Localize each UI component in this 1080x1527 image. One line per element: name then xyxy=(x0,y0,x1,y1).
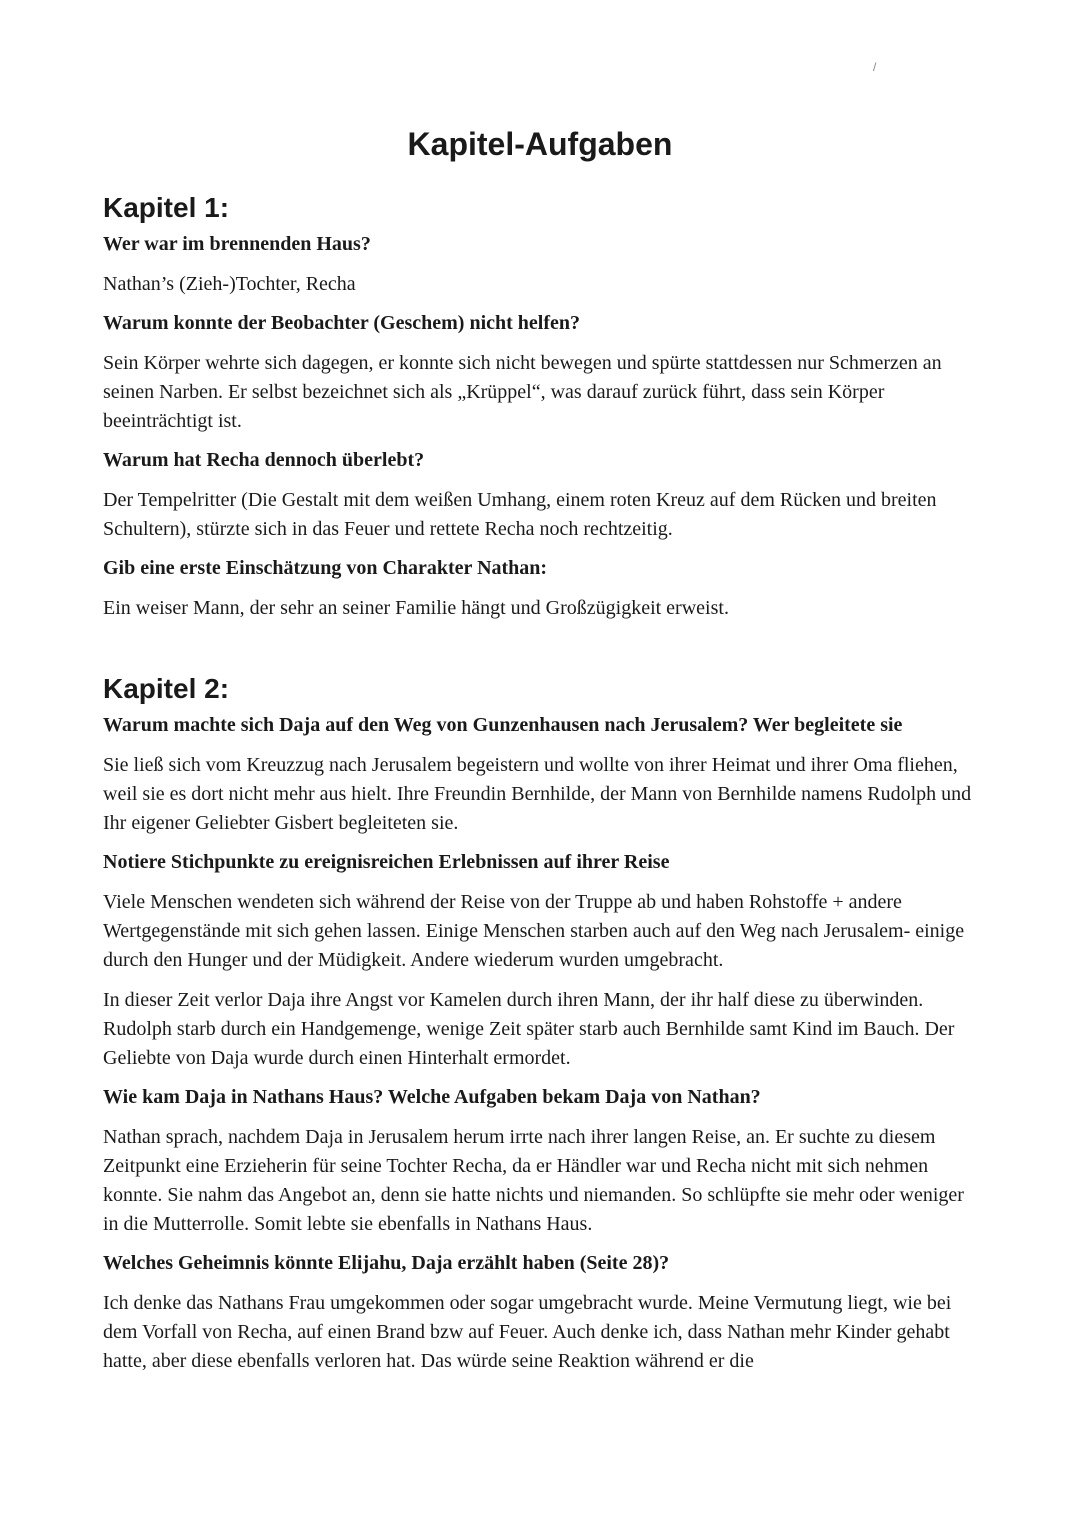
chapter-2-answer-2b: In dieser Zeit verlor Daja ihre Angst vor Kamelen durch ihren Mann, der ihr half diese zu überwinden. Rudolph starb durch ein Handgemenge, wenige Zeit später starb auch Bernhilde samt Kind im Bauch. Der Geliebte von Daja wurde durch einen Hinterhalt ermordet. xyxy=(103,989,955,1069)
page-title: Kapitel-Aufgaben xyxy=(407,126,673,162)
chapter-2-section xyxy=(103,671,983,1376)
chapter-1-answer-2: Sein Körper wehrte sich dagegen, er konnte sich nicht bewegen und spürte stattdessen nur Schmerzen an seinen Narben. Er selbst bezeichnet sich als „Krüppel“, was darauf zurück führt, dass sein Körper beeinträchtigt ist. xyxy=(103,352,942,432)
chapter-2-question-3: Wie kam Daja in Nathans Haus? Welche Aufgaben bekam Daja von Nathan? xyxy=(103,1086,761,1108)
corner-mark: / xyxy=(873,60,877,74)
chapter-1-question-3: Warum hat Recha dennoch überlebt? xyxy=(103,449,425,471)
chapter-1-answer-1: Nathan’s (Zieh-)Tochter, Recha xyxy=(103,273,356,295)
chapter-2-heading: Kapitel 2: xyxy=(103,673,230,704)
chapter-1-answer-4: Ein weiser Mann, der sehr an seiner Familie hängt und Großzügigkeit erweist. xyxy=(103,597,729,619)
chapter-2-question-1: Warum machte sich Daja auf den Weg von Gunzenhausen nach Jerusalem? Wer begleitete sie xyxy=(103,714,903,736)
chapter-2-answer-2a: Viele Menschen wendeten sich während der Reise von der Truppe ab und haben Rohstoffe + andere Wertgegenstände mit sich gehen lassen. Einige Menschen starben auch auf den Weg nach Jerusalem- einige durch den Hunger und der Müdigkeit. Andere wiederum wurden umgebracht. xyxy=(103,891,965,971)
chapter-1-heading: Kapitel 1: xyxy=(103,192,230,223)
chapter-1-answer-3: Der Tempelritter (Die Gestalt mit dem weißen Umhang, einem roten Kreuz auf dem Rücken und breiten Schultern), stürzte sich in das Feuer und rettete Recha noch rechtzeitig. xyxy=(103,489,937,540)
chapter-2-question-2: Notiere Stichpunkte zu ereignisreichen Erlebnissen auf ihrer Reise xyxy=(103,851,670,873)
chapter-2-question-4: Welches Geheimnis könnte Elijahu, Daja erzählt haben (Seite 28)? xyxy=(103,1252,670,1274)
chapter-2-answer-4: Ich denke das Nathans Frau umgekommen oder sogar umgebracht wurde. Meine Vermutung liegt, wie bei dem Vorfall von Recha, auf einen Brand bzw auf Feuer. Auch denke ich, dass Nathan mehr Kinder gehabt hatte, aber diese ebenfalls verloren hat. Das würde seine Reaktion während er die xyxy=(103,1292,952,1372)
chapter-1-question-4: Gib eine erste Einschätzung von Charakter Nathan: xyxy=(103,557,548,579)
chapter-1-question-2: Warum konnte der Beobachter (Geschem) nicht helfen? xyxy=(103,312,581,334)
chapter-1-question-1: Wer war im brennenden Haus? xyxy=(103,233,371,255)
chapter-2-answer-1: Sie ließ sich vom Kreuzzug nach Jerusalem begeistern und wollte von ihrer Heimat und ihrer Oma fliehen, weil sie es dort nicht mehr aus hielt. Ihre Freundin Bernhilde, der Mann von Bernhilde namens Rudolph und Ihr eigener Geliebter Gisbert begleiteten sie. xyxy=(103,754,972,834)
chapter-2-answer-3: Nathan sprach, nachdem Daja in Jerusalem herum irrte nach ihrer langen Reise, an. Er suchte zu diesem Zeitpunkt eine Erzieherin für seine Tochter Recha, da er Händler war und Recha nicht mit sich nehmen konnte. Sie nahm das Angebot an, denn sie hatte nichts und niemanden. So schlüpfte sie mehr oder weniger in die Mutterrolle. Somit lebte sie ebenfalls in Nathans Haus. xyxy=(103,1126,964,1235)
chapter-1-section xyxy=(103,190,983,623)
